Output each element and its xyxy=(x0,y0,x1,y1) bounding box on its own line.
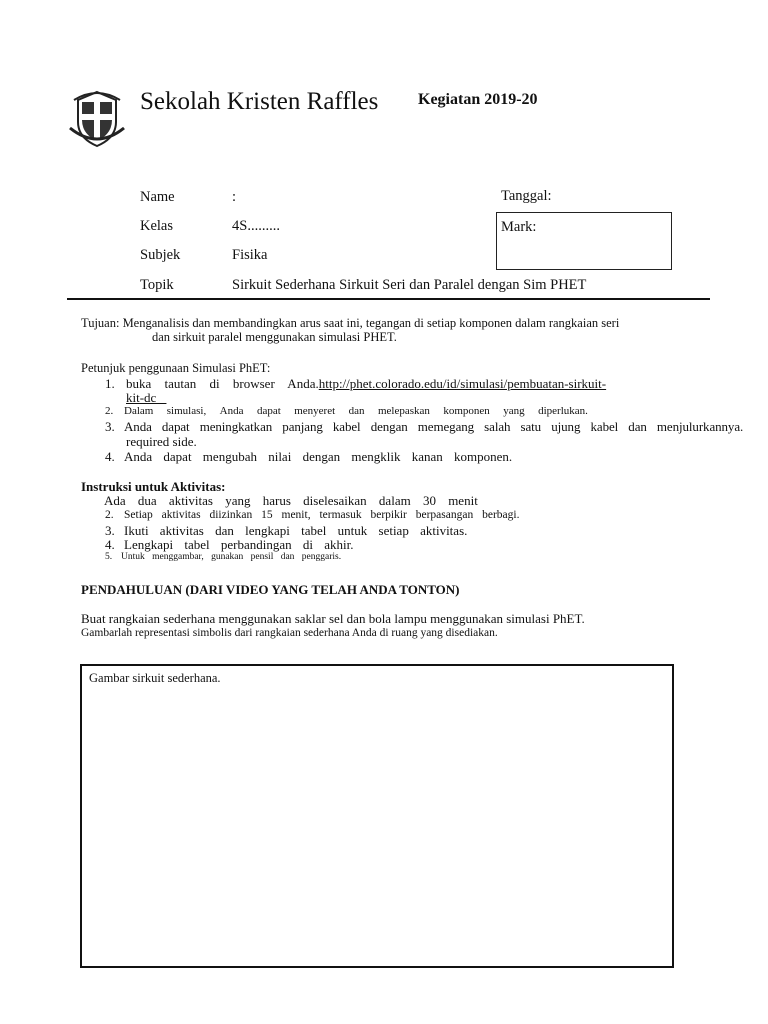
petunjuk-item-1-text: buka tautan di browser Anda. xyxy=(126,376,319,391)
topik-label: Topik xyxy=(140,277,174,293)
instruksi-item-4: Lengkapi tabel perbandingan di akhir. xyxy=(124,537,354,552)
instruksi-num-3: 3. xyxy=(105,523,115,538)
instruksi-item-3: Ikuti aktivitas dan lengkapi tabel untuk setiap aktivitas. xyxy=(124,523,468,538)
mark-box[interactable] xyxy=(496,212,672,270)
petunjuk-num-1: 1. xyxy=(105,376,115,391)
petunjuk-title: Petunjuk penggunaan Simulasi PhET: xyxy=(81,361,271,375)
instruksi-title: Instruksi untuk Aktivitas: xyxy=(81,479,226,494)
phet-link[interactable]: http://phet.colorado.edu/id/simulasi/pembuatan-sirkuit- xyxy=(318,376,607,391)
instruksi-item-2: Setiap aktivitas diizinkan 15 menit, termasuk berpikir berpasangan berbagi. xyxy=(124,509,520,521)
petunjuk-item-3: Anda dapat meningkatkan panjang kabel dengan memegang salah satu ujung kabel dan menjulurkannya. xyxy=(124,419,744,434)
petunjuk-num-2: 2. xyxy=(105,405,114,417)
instruksi-num-2: 2. xyxy=(105,509,114,521)
pendahuluan-line-2: Gambarlah representasi simbolis dari rangkaian sederhana Anda di ruang yang disediakan. xyxy=(81,627,498,639)
name-label: Name xyxy=(140,189,175,205)
instruksi-intro: Ada dua aktivitas yang harus diselesaikan dalam 30 menit xyxy=(104,493,478,508)
name-value: : xyxy=(232,189,237,205)
petunjuk-item-4: Anda dapat mengubah nilai dengan mengklik kanan komponen. xyxy=(124,449,513,464)
circuit-drawing-area[interactable] xyxy=(80,664,674,968)
school-name: Sekolah Kristen Raffles xyxy=(140,88,379,115)
instruksi-num-5: 5. xyxy=(105,552,113,562)
petunjuk-item-1-cont[interactable]: kit-dc xyxy=(126,390,157,405)
header-divider xyxy=(67,298,710,300)
instruksi-item-5: Untuk menggambar, gunakan pensil dan penggaris. xyxy=(121,552,342,562)
subjek-label: Subjek xyxy=(140,247,181,263)
petunjuk-num-3: 3. xyxy=(105,419,115,434)
tujuan-line-1: Tujuan: Menganalisis dan membandingkan arus saat ini, tegangan di setiap komponen dalam rangkaian seri xyxy=(81,316,620,330)
kelas-value: 4S......... xyxy=(232,218,280,234)
petunjuk-num-4: 4. xyxy=(105,449,115,464)
activity-year: Kegiatan 2019-20 xyxy=(418,91,538,108)
pendahuluan-line-1: Buat rangkaian sederhana menggunakan saklar sel dan bola lampu menggunakan simulasi PhET. xyxy=(81,611,585,626)
tanggal-label: Tanggal: xyxy=(501,188,552,204)
petunjuk-item-1 xyxy=(126,376,686,392)
petunjuk-item-3-cont: required side. xyxy=(126,434,197,449)
tujuan-line-2: dan sirkuit paralel menggunakan simulasi PHET. xyxy=(152,330,397,344)
petunjuk-item-2: Dalam simulasi, Anda dapat menyeret dan melepaskan komponen yang diperlukan. xyxy=(124,405,588,417)
mark-label: Mark: xyxy=(501,219,537,235)
drawing-area-label: Gambar sirkuit sederhana. xyxy=(89,671,221,685)
pendahuluan-title: PENDAHULUAN (DARI VIDEO YANG TELAH ANDA TONTON) xyxy=(81,582,460,597)
kelas-label: Kelas xyxy=(140,218,174,234)
topik-value: Sirkuit Sederhana Sirkuit Seri dan Paralel dengan Sim PHET xyxy=(232,277,587,293)
instruksi-num-4: 4. xyxy=(105,537,115,552)
subjek-value: Fisika xyxy=(232,247,268,263)
school-crest-logo xyxy=(66,88,128,150)
